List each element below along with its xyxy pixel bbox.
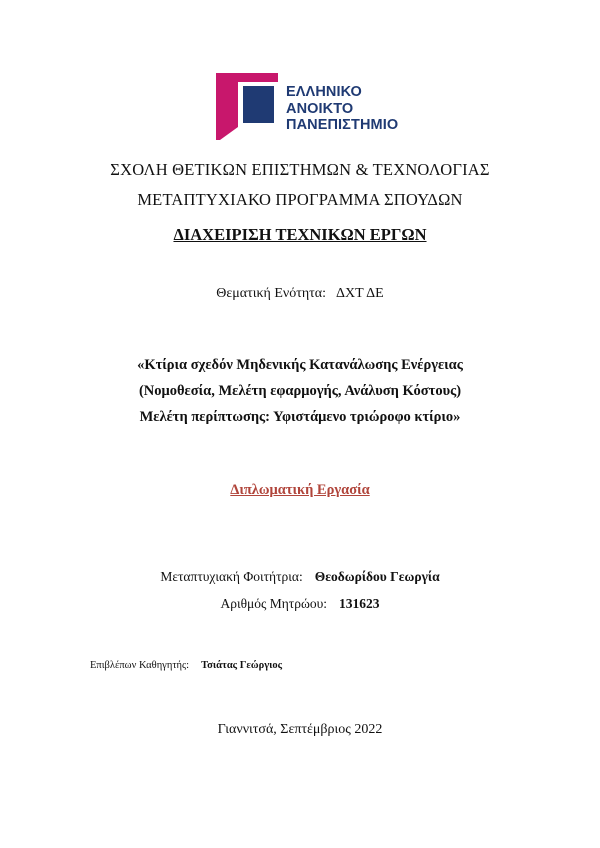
student-info <box>0 569 600 585</box>
student-label: Μεταπτυχιακή Φοιτήτρια: <box>160 569 303 584</box>
registration-number: 131623 <box>339 596 380 611</box>
thematic-unit <box>0 286 600 302</box>
logo-text-line-1: ΕΛΛΗΝΙΚΟ <box>286 84 362 100</box>
university-logo-emblem-icon <box>216 70 282 142</box>
place-date: Γιαννιτσά, Σεπτέμβριος 2022 <box>217 722 383 737</box>
logo-text-line-2: ΑΝΟΙΚΤΟ <box>286 100 354 117</box>
supervisor-label: Επιβλέπων Καθηγητής: <box>90 660 190 671</box>
thesis-title-line-1: «Κτίρια σχεδόν Μηδενικής Κατανάλωσης Ενέργειας <box>137 357 463 373</box>
course-title: ΔΙΑΧΕΙΡΙΣΗ ΤΕΧΝΙΚΩΝ ΕΡΓΩΝ <box>173 225 427 244</box>
thesis-title <box>0 352 600 430</box>
thesis-title-line-3: Μελέτη περίπτωσης: Υφιστάμενο τριώροφο κτίριο» <box>139 409 461 425</box>
logo-text-line-3: ΠΑΝΕΠΙΣΤΗΜΙΟ <box>286 117 399 133</box>
document-type: Διπλωματική Εργασία <box>230 482 370 498</box>
registration-label: Αριθμός Μητρώου: <box>220 596 328 611</box>
student-name: Θεοδωρίδου Γεωργία <box>314 569 440 584</box>
thesis-title-line-2: (Νομοθεσία, Μελέτη εφαρμογής, Ανάλυση Κόστους) <box>138 383 462 399</box>
school-name: ΣΧΟΛΗ ΘΕΤΙΚΩΝ ΕΠΙΣΤΗΜΩΝ & ΤΕΧΝΟΛΟΓΙΑΣ <box>110 160 490 179</box>
thematic-unit-label: Θεματική Ενότητα: <box>216 286 327 301</box>
supervisor-name: Τσιάτας Γεώργιος <box>201 660 283 671</box>
supervisor-info <box>90 660 282 671</box>
registration-info <box>0 596 600 612</box>
university-logo <box>216 70 406 142</box>
thematic-unit-value: ΔΧΤ ΔΕ <box>336 286 384 301</box>
university-logo-text <box>286 84 416 134</box>
program-name: ΜΕΤΑΠΤΥΧΙΑΚΟ ΠΡΟΓΡΑΜΜΑ ΣΠΟΥΔΩΝ <box>137 190 463 209</box>
